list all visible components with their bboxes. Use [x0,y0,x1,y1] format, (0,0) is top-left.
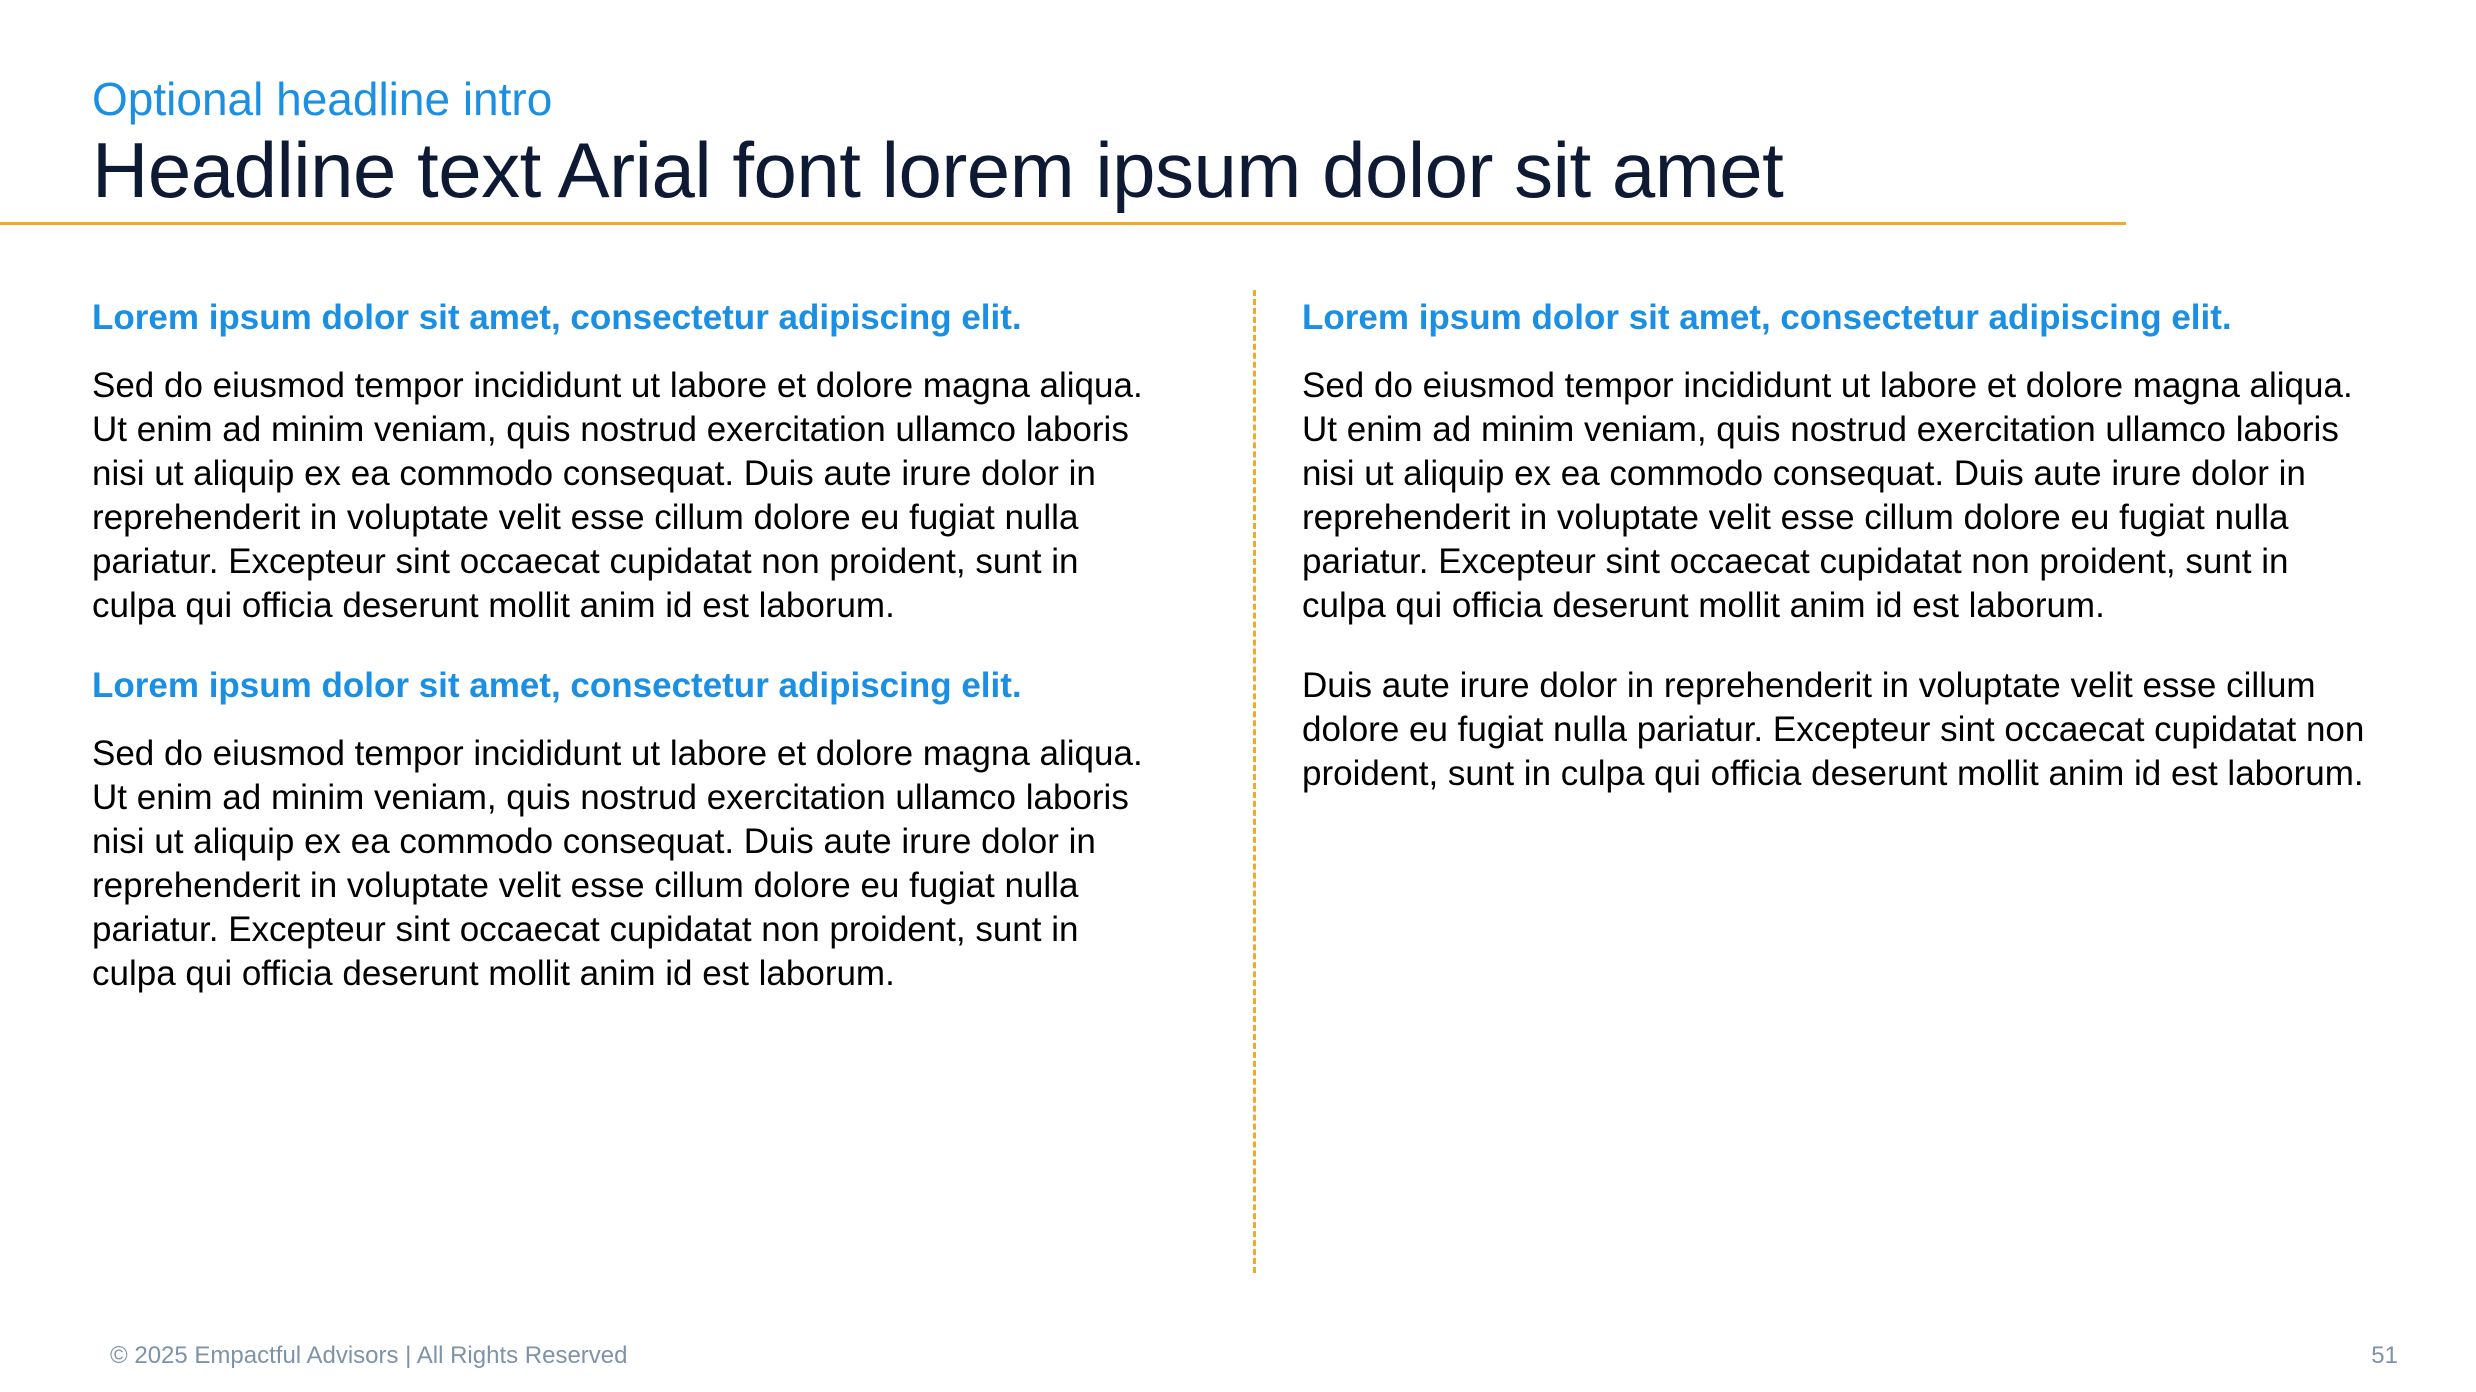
header-rule [0,222,2126,225]
section-body: Sed do eiusmod tempor incididunt ut labore et dolore magna aliqua. Ut enim ad minim veniam, quis nostrud exercitation ullamco laboris nisi ut aliquip ex ea commodo consequat. Duis aute irure dolor in reprehenderit in voluptate velit esse cillum dolore eu fugiat nulla pariatur. Excepteur sint occaecat cupidatat non proident, sunt in culpa qui officia deserunt mollit anim id est laborum. [92,734,1143,993]
column-divider [1253,290,1256,1273]
section-heading: Lorem ipsum dolor sit amet, consectetur adipiscing elit. [92,666,1022,705]
section-body-secondary: Duis aute irure dolor in reprehenderit in voluptate velit esse cillum dolore eu fugiat nulla pariatur. Excepteur sint occaecat cupidatat non proident, sunt in culpa qui officia deserunt mollit anim id est laborum. [1302,666,2365,793]
section-heading: Lorem ipsum dolor sit amet, consectetur adipiscing elit. [92,298,1022,337]
footer-copyright: © 2025 Empactful Advisors | All Rights Reserved [110,1342,628,1369]
right-column [1302,296,2452,796]
page-number: 51 [2371,1342,2398,1369]
section-body: Sed do eiusmod tempor incididunt ut labore et dolore magna aliqua. Ut enim ad minim veniam, quis nostrud exercitation ullamco laboris nisi ut aliquip ex ea commodo consequat. Duis aute irure dolor in reprehenderit in voluptate velit esse cillum dolore eu fugiat nulla pariatur. Excepteur sint occaecat cupidatat non proident, sunt in culpa qui officia deserunt mollit anim id est laborum. [1302,366,2353,625]
headline-intro: Optional headline intro [92,73,553,125]
section-heading: Lorem ipsum dolor sit amet, consectetur adipiscing elit. [1302,298,2232,337]
page-title: Headline text Arial font lorem ipsum dolor sit amet [92,126,1784,214]
left-column [92,296,1242,996]
section-body: Sed do eiusmod tempor incididunt ut labore et dolore magna aliqua. Ut enim ad minim veniam, quis nostrud exercitation ullamco laboris nisi ut aliquip ex ea commodo consequat. Duis aute irure dolor in reprehenderit in voluptate velit esse cillum dolore eu fugiat nulla pariatur. Excepteur sint occaecat cupidatat non proident, sunt in culpa qui officia deserunt mollit anim id est laborum. [92,366,1143,625]
